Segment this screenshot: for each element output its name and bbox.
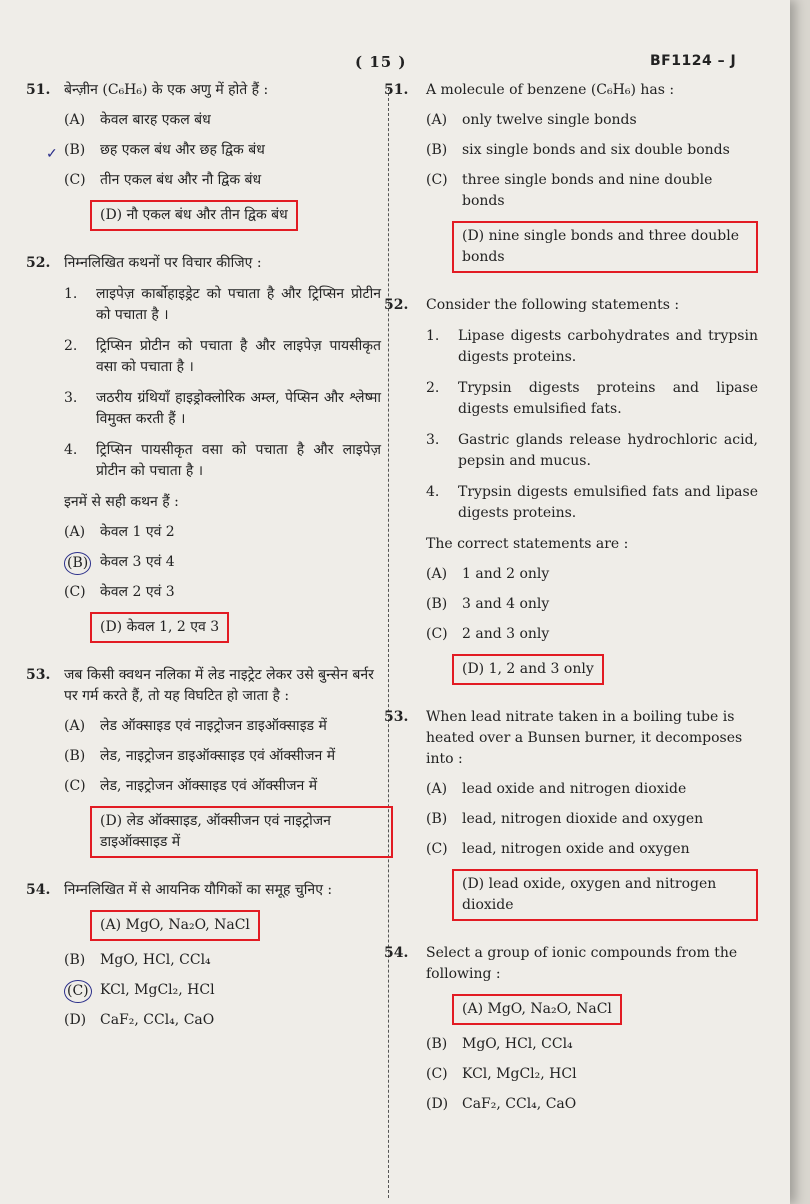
option-key: (C) [64, 584, 86, 600]
statement-number: 2. [426, 380, 440, 396]
option-text: KCl, MgCl₂, HCl [462, 1066, 577, 1082]
option-a [426, 110, 758, 131]
question-53-hi [26, 665, 381, 858]
option-text: तीन एकल बंध और नौ द्विक बंध [100, 172, 262, 188]
statement-number: 3. [426, 432, 440, 448]
option-text: लेड, नाइट्रोजन ऑक्साइड एवं ऑक्सीजन में [100, 778, 318, 794]
question-text: Select a group of ionic compounds from the following : [426, 945, 738, 982]
option-key: (C) [64, 778, 86, 794]
option-a [426, 779, 758, 800]
option-c [426, 624, 758, 645]
english-column [384, 80, 758, 1115]
question-text: A molecule of benzene (C₆H₆) has : [426, 82, 675, 98]
option-text: 1, 2 and 3 only [488, 661, 594, 677]
option-text: KCl, MgCl₂, HCl [100, 982, 215, 998]
option-text: लेड ऑक्साइड एवं नाइट्रोजन डाइऑक्साइड में [100, 718, 327, 734]
option-text: lead oxide and nitrogen dioxide [462, 781, 687, 797]
option-key: (A) [426, 112, 448, 128]
statement-text: Trypsin digests proteins and lipase digests emulsified fats. [458, 380, 758, 417]
question-text: निम्नलिखित में से आयनिक यौगिकों का समूह चुनिए : [64, 882, 333, 898]
question-number: 51. [384, 82, 409, 98]
option-key: (A) [426, 781, 448, 797]
option-key: (C) [426, 841, 448, 857]
option-key: (D) [64, 1012, 87, 1028]
option-c [426, 170, 758, 212]
option-key: (D) [100, 813, 123, 829]
option-key: (B) [426, 596, 448, 612]
option-key: (D) [462, 661, 485, 677]
option-key: (D) [100, 619, 123, 635]
statement-text: Gastric glands release hydrochloric acid, pepsin and mucus. [458, 432, 758, 469]
highlight-box [452, 994, 622, 1025]
lead-text: इनमें से सही कथन हैं : [64, 494, 179, 510]
option-a [64, 522, 381, 543]
option-a [64, 716, 381, 737]
option-d [426, 869, 758, 921]
statement-text: जठरीय ग्रंथियाँ हाइड्रोक्लोरिक अम्ल, पेप्सिन और श्लेष्मा विमुक्त करती हैं । [96, 390, 381, 427]
statement-number: 1. [426, 328, 440, 344]
question-51-hi [26, 80, 381, 231]
statement-1 [426, 326, 758, 368]
option-text: three single bonds and nine double bonds [462, 172, 713, 209]
option-a [64, 110, 381, 131]
option-text: MgO, HCl, CCl₄ [100, 952, 211, 968]
statement-3 [426, 430, 758, 472]
option-key: (B) [426, 1036, 448, 1052]
highlight-box [452, 221, 758, 273]
option-text: nine single bonds and three double bonds [462, 228, 739, 265]
statement-4 [426, 482, 758, 524]
option-b [426, 1034, 758, 1055]
statement-text: Trypsin digests emulsified fats and lipase digests proteins. [458, 484, 758, 521]
option-key: (D) [100, 207, 123, 223]
option-key: (B) [64, 952, 86, 968]
question-52-hi [26, 253, 381, 643]
statement-number: 4. [64, 442, 78, 458]
option-b [64, 746, 381, 767]
question-text: When lead nitrate taken in a boiling tube is heated over a Bunsen burner, it decomposes into : [426, 709, 743, 767]
option-text: नौ एकल बंध और तीन द्विक बंध [126, 207, 288, 223]
option-key: (B) [64, 748, 86, 764]
option-d [64, 200, 381, 231]
option-text: 1 and 2 only [462, 566, 550, 582]
question-number: 52. [26, 255, 51, 271]
question-text: बेन्ज़ीन (C₆H₆) के एक अणु में होते हैं : [64, 82, 269, 98]
option-c [64, 980, 381, 1001]
option-text: MgO, Na₂O, NaCl [487, 1001, 612, 1017]
option-key: (B) [64, 552, 91, 575]
option-text: केवल 1 एवं 2 [100, 524, 175, 540]
option-text: लेड ऑक्साइड, ऑक्सीजन एवं नाइट्रोजन डाइऑक्साइड में [100, 813, 331, 850]
option-b [426, 809, 758, 830]
statement-number: 2. [64, 338, 78, 354]
option-key: (D) [462, 876, 485, 892]
option-key: (A) [64, 112, 86, 128]
option-b [426, 140, 758, 161]
option-c [426, 839, 758, 860]
statement-text: ट्रिप्सिन प्रोटीन को पचाता है और लाइपेज़ पायसीकृत वसा को पचाता है । [96, 338, 381, 375]
option-c [64, 170, 381, 191]
option-key: (C) [426, 626, 448, 642]
option-key: (B) [426, 142, 448, 158]
question-number: 53. [26, 667, 51, 683]
option-a [64, 910, 381, 941]
option-text: only twelve single bonds [462, 112, 637, 128]
option-d [64, 806, 381, 858]
option-key: (D) [426, 1096, 449, 1112]
question-text: जब किसी क्वथन नलिका में लेड नाइट्रेट लेकर उसे बुन्सेन बर्नर पर गर्म करते हैं, तो यह विघटित हो जाता है : [64, 667, 374, 704]
statement-text: ट्रिप्सिन पायसीकृत वसा को पचाता है और लाइपेज़ प्रोटीन को पचाता है । [96, 442, 381, 479]
option-text: केवल बारह एकल बंध [100, 112, 211, 128]
highlight-box [90, 910, 260, 941]
highlight-box [90, 200, 298, 231]
option-key: (A) [100, 917, 122, 933]
option-text: 2 and 3 only [462, 626, 550, 642]
option-text: केवल 2 एवं 3 [100, 584, 175, 600]
option-key: (B) [426, 811, 448, 827]
highlight-box [452, 869, 758, 921]
option-text: छह एकल बंध और छह द्विक बंध [100, 142, 265, 158]
question-text: निम्नलिखित कथनों पर विचार कीजिए : [64, 255, 262, 271]
statement-2 [64, 336, 381, 378]
option-key: (C) [64, 980, 92, 1003]
option-key: (A) [426, 566, 448, 582]
question-54-en [384, 943, 758, 1115]
statement-text: Lipase digests carbohydrates and trypsin digests proteins. [458, 328, 758, 365]
highlight-box [452, 654, 604, 685]
question-number: 51. [26, 82, 51, 98]
option-key: (C) [426, 1066, 448, 1082]
question-51-en [384, 80, 758, 273]
option-d [64, 612, 381, 643]
option-key: (B) [64, 142, 86, 158]
option-b [64, 552, 381, 573]
option-text: CaF₂, CCl₄, CaO [462, 1096, 577, 1112]
option-c [64, 582, 381, 603]
statement-number: 1. [64, 286, 78, 302]
question-54-hi [26, 880, 381, 1031]
option-b [46, 140, 381, 162]
question-number: 54. [26, 882, 51, 898]
option-text: MgO, HCl, CCl₄ [462, 1036, 573, 1052]
question-number: 53. [384, 709, 409, 725]
option-text: lead, nitrogen oxide and oxygen [462, 841, 690, 857]
question-text: Consider the following statements : [426, 297, 680, 313]
booklet-code: BF1124 – J [650, 53, 737, 69]
highlight-box [90, 806, 393, 858]
option-text: CaF₂, CCl₄, CaO [100, 1012, 215, 1028]
option-d [426, 221, 758, 273]
option-d [426, 654, 758, 685]
option-d [426, 1094, 758, 1115]
statement-2 [426, 378, 758, 420]
option-text: lead oxide, oxygen and nitrogen dioxide [462, 876, 717, 913]
option-key: (C) [426, 172, 448, 188]
option-text: लेड, नाइट्रोजन डाइऑक्साइड एवं ऑक्सीजन में [100, 748, 336, 764]
option-key: (C) [64, 172, 86, 188]
option-key: (A) [462, 1001, 484, 1017]
statement-number: 3. [64, 390, 78, 406]
option-text: lead, nitrogen dioxide and oxygen [462, 811, 704, 827]
statement-4 [64, 440, 381, 482]
option-text: six single bonds and six double bonds [462, 142, 730, 158]
option-text: केवल 3 एवं 4 [100, 554, 175, 570]
option-c [64, 776, 381, 797]
question-52-en [384, 295, 758, 685]
option-b [64, 950, 381, 971]
statement-number: 4. [426, 484, 440, 500]
statement-text: लाइपेज़ कार्बोहाइड्रेट को पचाता है और ट्रिप्सिन प्रोटीन को पचाता है । [96, 286, 381, 323]
page-number: ( 15 ) [355, 53, 407, 71]
lead-text: The correct statements are : [426, 536, 629, 552]
option-a [426, 994, 758, 1025]
option-a [426, 564, 758, 585]
option-key: (A) [64, 524, 86, 540]
option-text: 3 and 4 only [462, 596, 550, 612]
highlight-box [90, 612, 229, 643]
option-b [426, 594, 758, 615]
statement-3 [64, 388, 381, 430]
option-text: MgO, Na₂O, NaCl [125, 917, 250, 933]
statement-1 [64, 284, 381, 326]
option-key: (D) [462, 228, 485, 244]
question-53-en [384, 707, 758, 921]
option-d [64, 1010, 381, 1031]
pen-tick-icon: ✓ [46, 146, 58, 162]
option-key: (A) [64, 718, 86, 734]
option-c [426, 1064, 758, 1085]
option-text: केवल 1, 2 एव 3 [126, 619, 220, 635]
question-number: 52. [384, 297, 409, 313]
question-number: 54. [384, 945, 409, 961]
hindi-column [26, 80, 381, 1031]
